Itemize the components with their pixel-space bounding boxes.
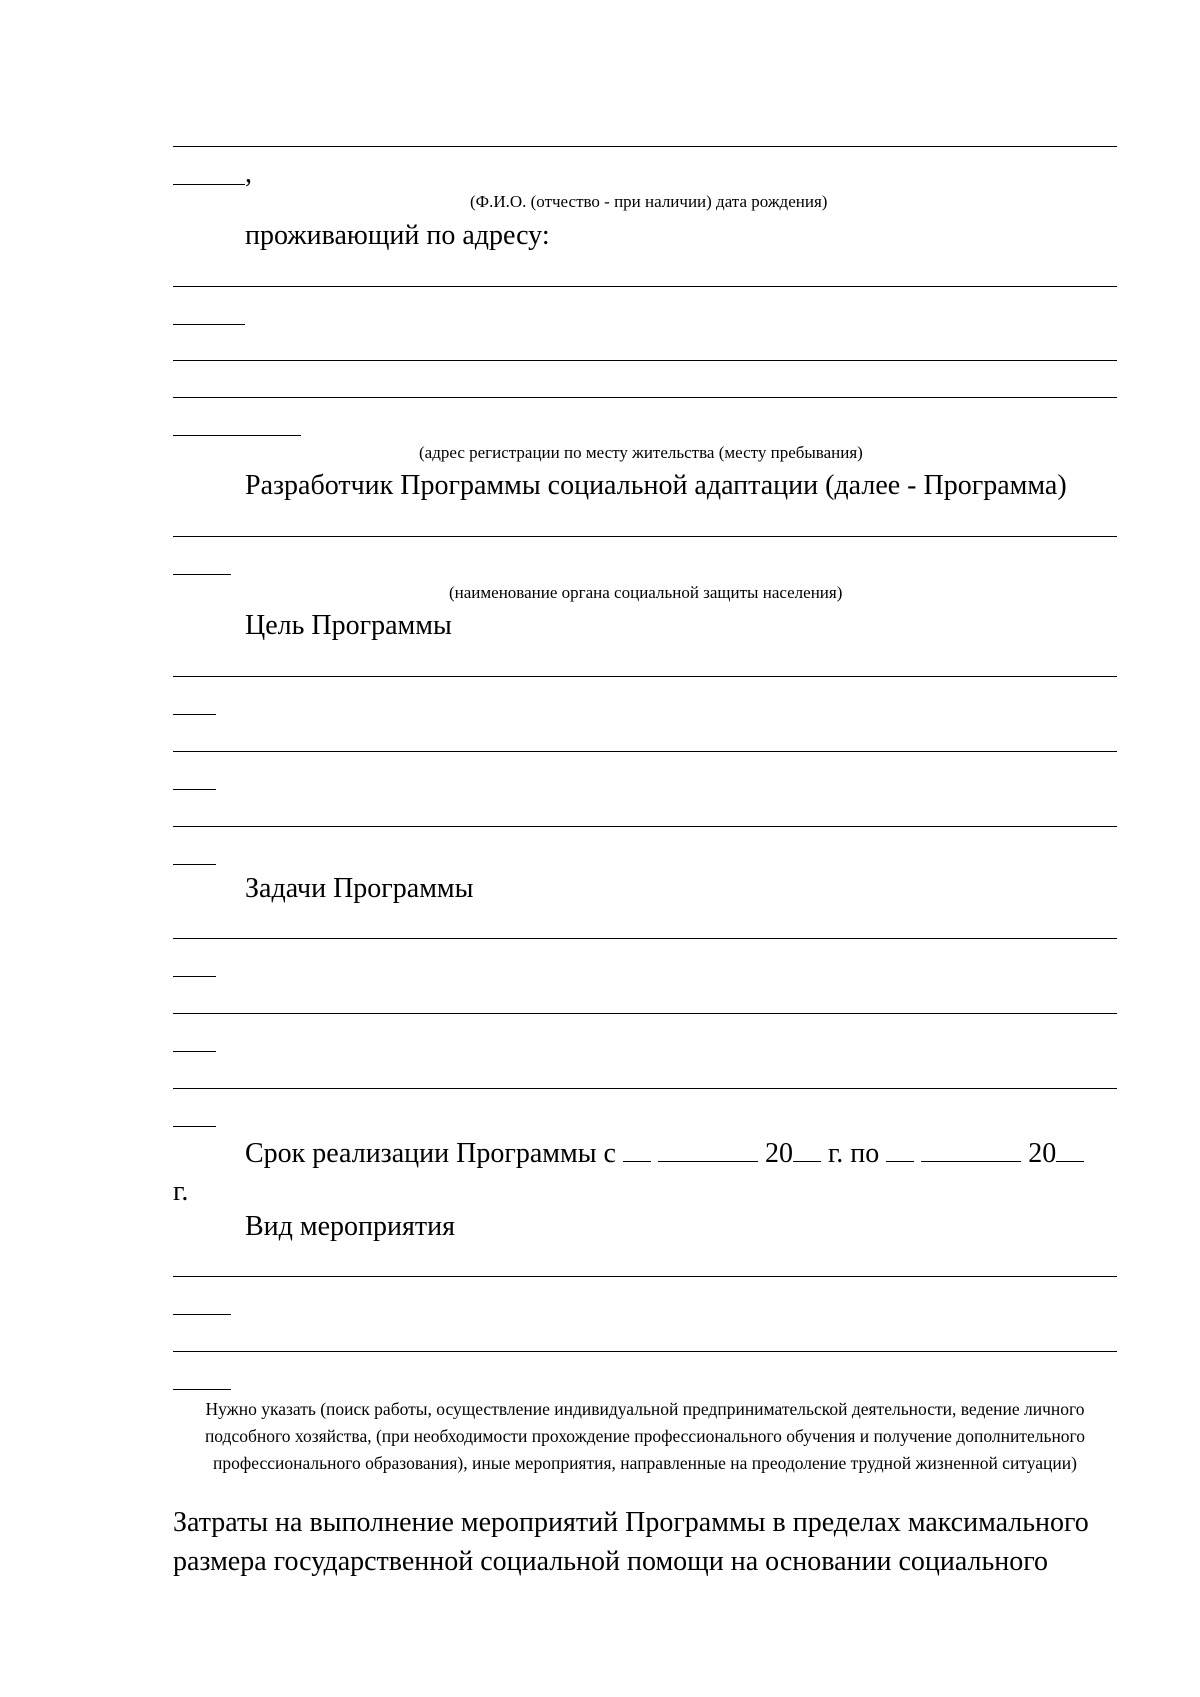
tasks-line-2-end: [173, 1051, 216, 1052]
term-row: [245, 1137, 1084, 1168]
activity-note: Нужно указать (поиск работы, осуществление индивидуальной предпринимательской деятельности, ведение личного подсобного хозяйства, (при необходимости прохождение профессионального обучения и получение дополнительного профессионального образования), иные мероприятия, направленные на преодоление трудной жизненной ситуации): [204, 1399, 1086, 1473]
tasks-label: Задачи Программы: [245, 873, 474, 904]
address-label: проживающий по адресу:: [245, 220, 550, 251]
goal-line-3-end: [173, 864, 216, 865]
fio-line: [173, 146, 1117, 147]
term-prefix: Срок реализации Программы с: [245, 1138, 616, 1169]
tasks-line-3: [173, 1088, 1117, 1089]
fio-comma: ,: [245, 158, 252, 189]
activity-label: Вид мероприятия: [245, 1211, 455, 1242]
organ-caption: (наименование органа социальной защиты населения): [449, 583, 843, 602]
tasks-line-1-end: [173, 976, 216, 977]
term-start-year-blank: [793, 1137, 821, 1162]
activity-line-1: [173, 1276, 1117, 1277]
term-year-1: 20: [764, 1138, 793, 1169]
goal-line-1-end: [173, 714, 216, 715]
goal-label: Цель Программы: [245, 610, 452, 641]
developer-label: Разработчик Программы социальной адаптации (далее - Программа): [245, 470, 1067, 501]
goal-line-3: [173, 826, 1117, 827]
term-year-2: 20: [1028, 1138, 1057, 1169]
costs-line-1: Затраты на выполнение мероприятий Программы в пределах максимального: [173, 1507, 1089, 1538]
term-start-day-blank: [623, 1137, 651, 1162]
term-end-month-blank: [921, 1137, 1021, 1162]
tasks-line-1: [173, 938, 1117, 939]
fio-caption: (Ф.И.О. (отчество - при наличии) дата рождения): [470, 192, 828, 211]
address-caption: (адрес регистрации по месту жительства (месту пребывания): [419, 443, 863, 462]
costs-line-2: размера государственной социальной помощи на основании социального: [173, 1546, 1049, 1577]
tasks-line-2: [173, 1013, 1117, 1014]
address-line-3-end: [173, 435, 301, 436]
fio-line-end: [173, 184, 245, 185]
activity-line-2: [173, 1351, 1117, 1352]
activity-line-2-end: [173, 1389, 231, 1390]
address-line-2: [173, 360, 1117, 361]
goal-line-1: [173, 676, 1117, 677]
goal-line-2-end: [173, 789, 216, 790]
developer-line: [173, 536, 1117, 537]
address-line-3: [173, 397, 1117, 398]
term-start-month-blank: [658, 1137, 758, 1162]
term-mid: г. по: [827, 1138, 880, 1169]
address-line-1: [173, 286, 1117, 287]
term-end-day-blank: [886, 1137, 914, 1162]
tasks-line-3-end: [173, 1126, 216, 1127]
address-line-1-end: [173, 324, 245, 325]
term-end-year-blank: [1056, 1137, 1084, 1162]
activity-line-1-end: [173, 1314, 231, 1315]
developer-line-end: [173, 574, 231, 575]
goal-line-2: [173, 751, 1117, 752]
term-suffix: г.: [173, 1176, 189, 1207]
